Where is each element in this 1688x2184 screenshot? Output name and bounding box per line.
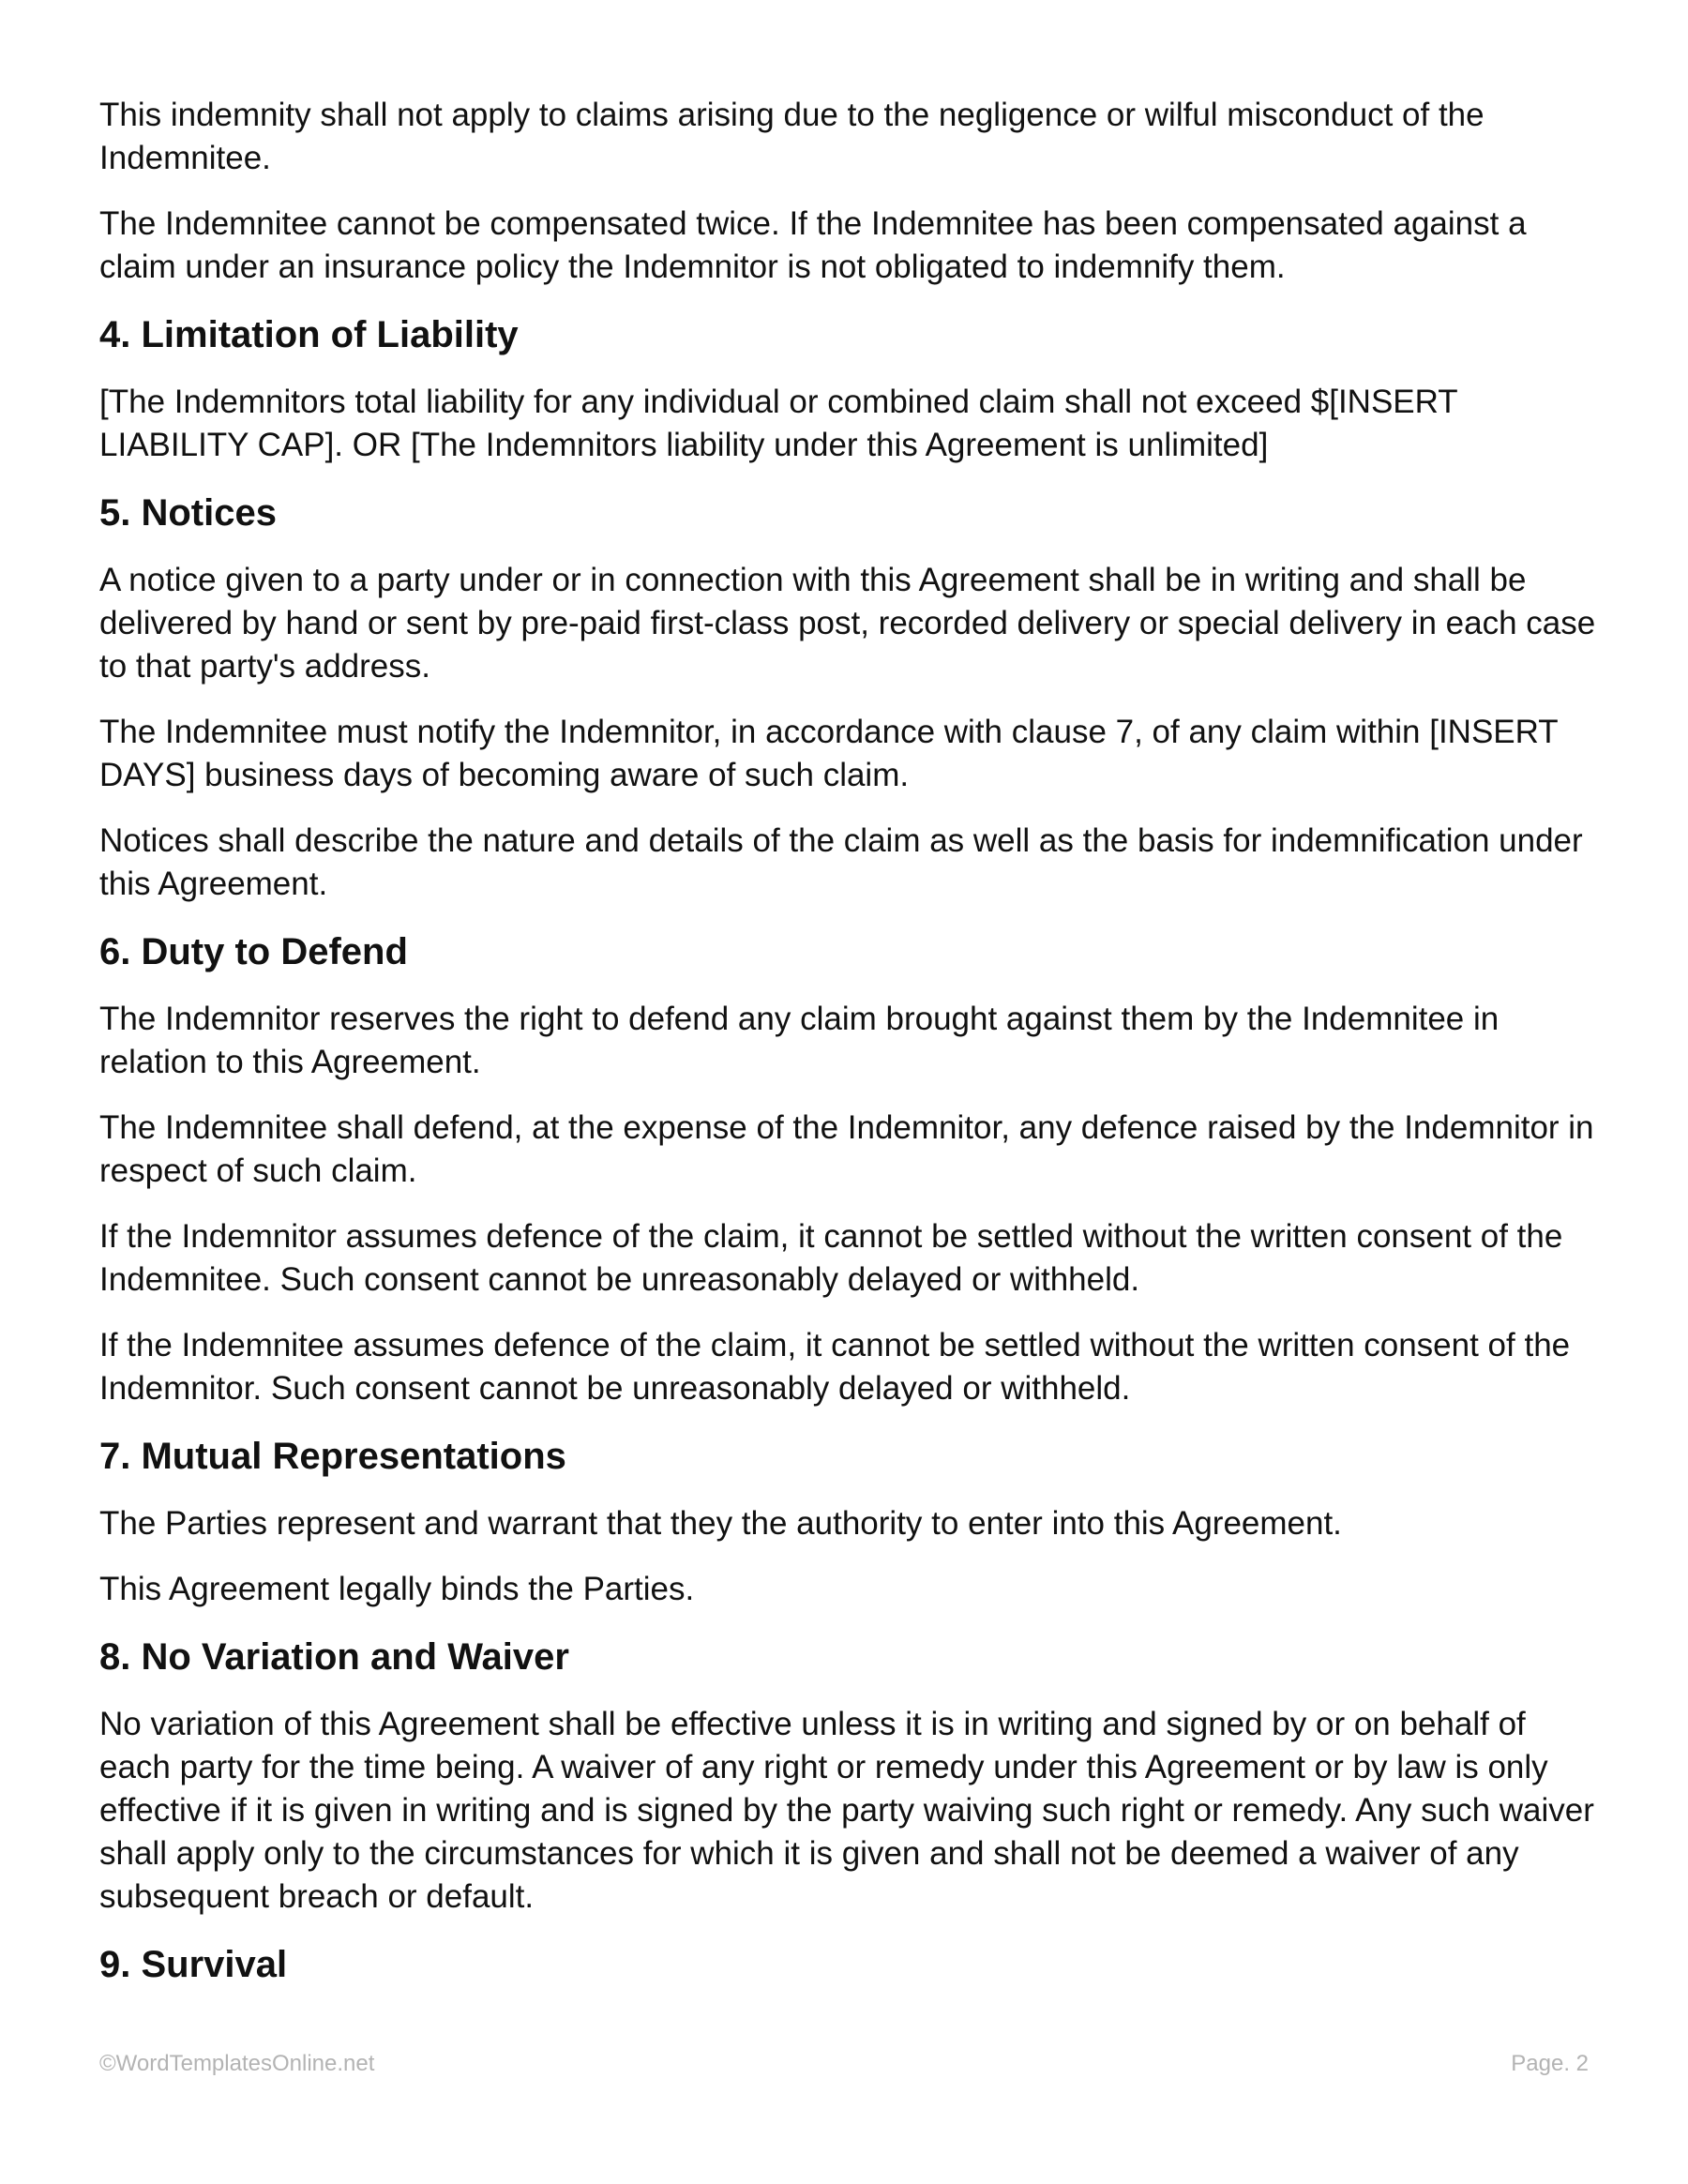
paragraph-liability-cap: [The Indemnitors total liability for any individual or combined claim shall not exceed $[INSERT LIABILITY CAP]. OR [The Indemnitors liability under this Agreement is unlimited] bbox=[99, 384, 1458, 463]
paragraph-legally-binding: This Agreement legally binds the Parties. bbox=[99, 1571, 695, 1607]
paragraph-notice-deadline: The Indemnitee must notify the Indemnitor, in accordance with clause 7, of any claim within [INSERT DAYS] business days of becoming aware of such claim. bbox=[99, 714, 1559, 793]
paragraph-variation-waiver: No variation of this Agreement shall be effective unless it is in writing and signed by or on behalf of each party for the time being. A waiver of any right or remedy under this Agreement or by law is only effective if it is given in writing and is signed by the party waiving such right or remedy. Any such waiver shall apply only to the circumstances for which it is given and shall not be deemed a waiver of any subsequent breach or default. bbox=[99, 1706, 1594, 1915]
paragraph-authority-warranty: The Parties represent and warrant that they the authority to enter into this Agreement. bbox=[99, 1505, 1342, 1542]
paragraph-indemnitor-defence-consent: If the Indemnitor assumes defence of the claim, it cannot be settled without the written consent of the Indemnitee. Such consent cannot be unreasonably delayed or withheld. bbox=[99, 1218, 1563, 1298]
footer-copyright: ©WordTemplatesOnline.net bbox=[99, 2051, 375, 2076]
paragraph-right-to-defend: The Indemnitor reserves the right to defend any claim brought against them by the Indemnitee in relation to this Agreement. bbox=[99, 1001, 1500, 1080]
paragraph-indemnitee-defence-consent: If the Indemnitee assumes defence of the claim, it cannot be settled without the written consent of the Indemnitor. Such consent cannot be unreasonably delayed or withheld. bbox=[99, 1327, 1571, 1407]
paragraph-notice-contents: Notices shall describe the nature and details of the claim as well as the basis for indemnification under this Agreement. bbox=[99, 822, 1583, 902]
paragraph-no-double-compensation: The Indemnitee cannot be compensated twice. If the Indemnitee has been compensated against a claim under an insurance policy the Indemnitor is not obligated to indemnify them. bbox=[99, 205, 1527, 285]
paragraph-notice-delivery: A notice given to a party under or in connection with this Agreement shall be in writing and shall be delivered by hand or sent by pre-paid first-class post, recorded delivery or special delivery in each case to that party's address. bbox=[99, 562, 1596, 685]
paragraph-indemnity-exclusion: This indemnity shall not apply to claims arising due to the negligence or wilful misconduct of the Indemnitee. bbox=[99, 97, 1485, 176]
heading-mutual-representations: 7. Mutual Representations bbox=[99, 1436, 566, 1477]
document-body bbox=[99, 94, 1600, 2011]
paragraph-defence-expense: The Indemnitee shall defend, at the expense of the Indemnitor, any defence raised by the Indemnitor in respect of such claim. bbox=[99, 1109, 1594, 1189]
heading-survival: 9. Survival bbox=[99, 1944, 288, 1985]
heading-limitation-of-liability: 4. Limitation of Liability bbox=[99, 314, 519, 355]
heading-no-variation-and-waiver: 8. No Variation and Waiver bbox=[99, 1636, 569, 1678]
heading-notices: 5. Notices bbox=[99, 492, 277, 534]
footer-page-number: Page. 2 bbox=[1511, 2051, 1589, 2076]
heading-duty-to-defend: 6. Duty to Defend bbox=[99, 931, 408, 972]
